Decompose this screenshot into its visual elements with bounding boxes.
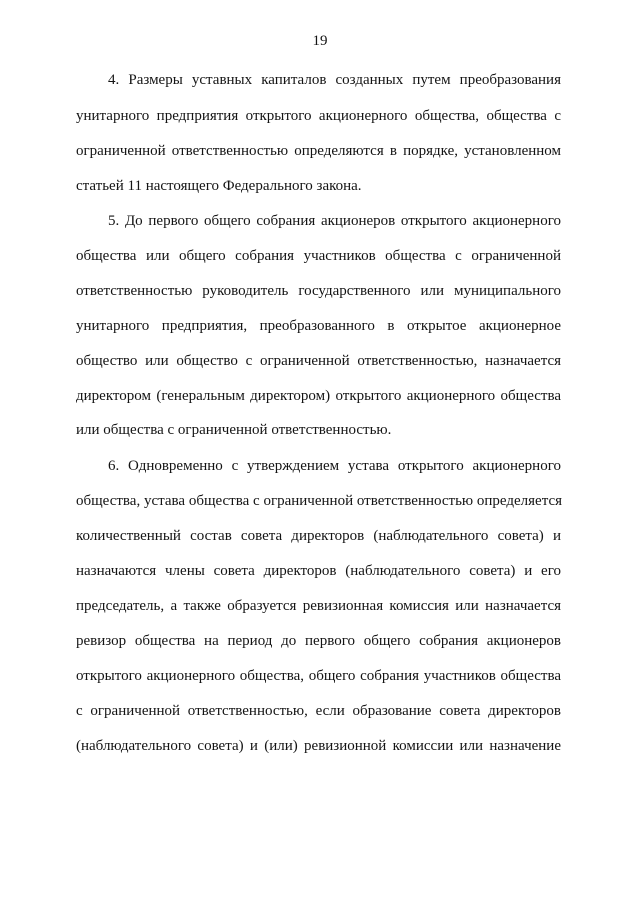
paragraph-line: (наблюдательного совета) и (или) ревизионной комиссии или назначение	[76, 738, 561, 754]
paragraph-line: 5. До первого общего собрания акционеров открытого акционерного	[108, 213, 561, 229]
paragraph-line: ревизор общества на период до первого общего собрания акционеров	[76, 633, 561, 649]
paragraph-line: общества или общего собрания участников общества с ограниченной	[76, 248, 561, 264]
paragraph-line: 6. Одновременно с утверждением устава открытого акционерного	[108, 458, 561, 474]
paragraph-line: ограниченной ответственностью определяются в порядке, установленном	[76, 143, 561, 159]
paragraph-line: или общества с ограниченной ответственностью.	[76, 422, 392, 438]
paragraph-line: общество или общество с ограниченной ответственностью, назначается	[76, 353, 561, 369]
paragraph-line: открытого акционерного общества, общего собрания участников общества	[76, 668, 561, 684]
paragraph-line: статьей 11 настоящего Федерального закона.	[76, 178, 362, 194]
paragraph-line: ответственностью руководитель государственного или муниципального	[76, 283, 561, 299]
paragraph-line: с ограниченной ответственностью, если образование совета директоров	[76, 703, 561, 719]
paragraph-line: унитарного предприятия, преобразованного в открытое акционерное	[76, 318, 561, 334]
page-number: 19	[312, 33, 328, 49]
paragraph-line: общества, устава общества с ограниченной ответственностью определяется	[76, 493, 563, 509]
paragraph-line: количественный состав совета директоров (наблюдательного совета) и	[76, 528, 561, 544]
paragraph-line: 4. Размеры уставных капиталов созданных путем преобразования	[108, 72, 561, 88]
paragraph-line: назначаются члены совета директоров (наблюдательного совета) и его	[76, 563, 561, 579]
paragraph-line: председатель, а также образуется ревизионная комиссия или назначается	[76, 598, 561, 614]
paragraph-line: унитарного предприятия открытого акционерного общества, общества с	[76, 108, 561, 124]
paragraph-line: директором (генеральным директором) открытого акционерного общества	[76, 388, 561, 404]
